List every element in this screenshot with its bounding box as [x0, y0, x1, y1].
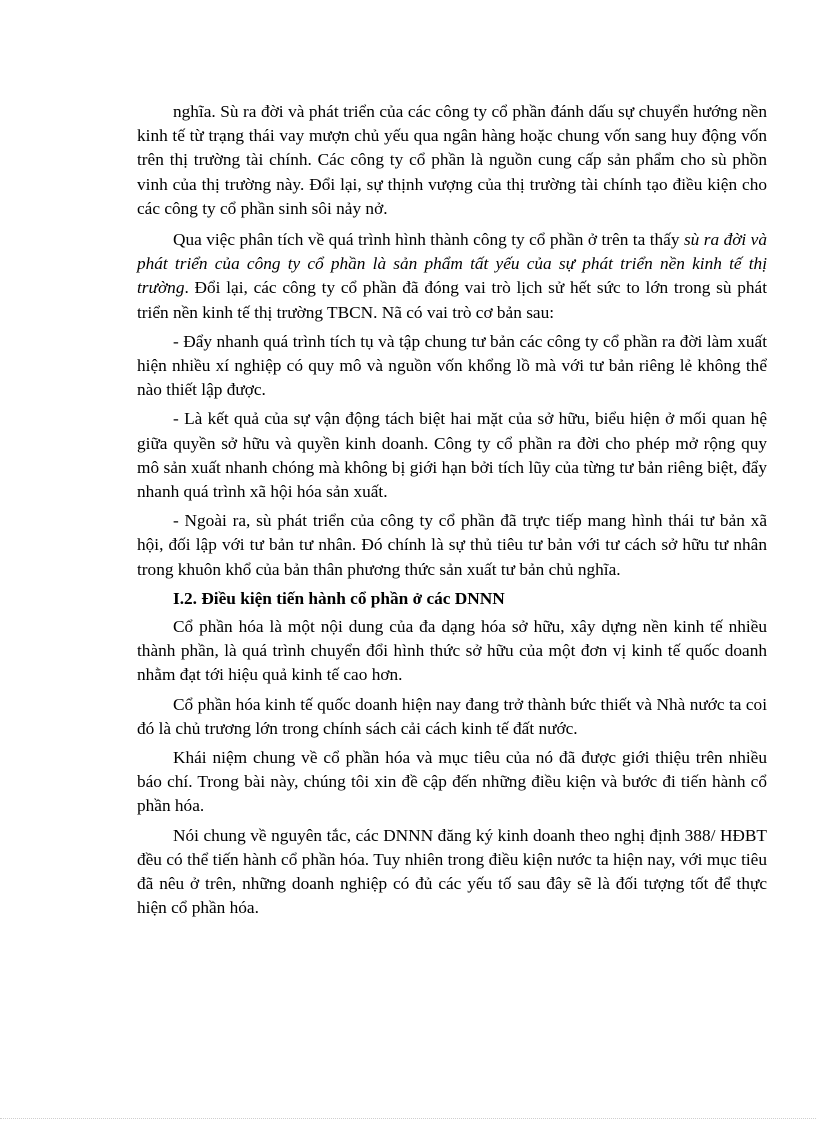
- paragraph-4: Cổ phần hóa kinh tế quốc doanh hiện nay đang trở thành bức thiết và Nhà nước ta coi đó là chủ trương lớn trong chính sách cải cách kinh tế đất nước.: [137, 694, 767, 738]
- bullet-item-2: - Là kết quả của sự vận động tách biệt hai mặt của sở hữu, biểu hiện ở mối quan hệ giữa quyền sở hữu và quyền kinh doanh. Công ty cổ phần ra đời cho phép mở rộng quy mô sản xuất nhanh chóng mà không bị giới hạn bởi tích lũy của từng tư bản riêng biệt, đẩy nhanh quá trình xã hội hóa sản xuất.: [137, 409, 767, 502]
- paragraph-2-rest: . Đổi lại, các công ty cổ phần đã đóng vai trò lịch sử hết sức to lớn trong sù phát triển nền kinh tế thị trường TBCN. Nã có vai trò cơ bản sau:: [137, 278, 767, 322]
- bullet-item-3: - Ngoài ra, sù phát triển của công ty cổ phần đã trực tiếp mang hình thái tư bản xã hội, đối lập với tư bản tư nhân. Đó chính là sự thủ tiêu tư bản với tư cách sở hữu tư nhân trong khuôn khổ của bản thân phương thức sản xuất tư bản chủ nghĩa.: [137, 511, 767, 579]
- paragraph-2-intro: Qua việc phân tích về quá trình hình thành công ty cổ phần ở trên ta thấy: [173, 230, 684, 250]
- paragraph-1: nghĩa. Sù ra đời và phát triển của các công ty cổ phần đánh dấu sự chuyển hướng nền kinh tế từ trạng thái vay mượn chủ yếu qua ngân hàng hoặc chung vốn sang huy động vốn trên thị trường tài chính. Các công ty cổ phần là nguồn cung cấp sản phẩm cho sù phồn vinh của thị trường này. Đổi lại, sự thịnh vượng của thị trường tài chính tạo điều kiện cho các công ty cổ phần sinh sôi nảy nở.: [137, 102, 767, 218]
- bullet-item-1: - Đẩy nhanh quá trình tích tụ và tập chung tư bản các công ty cổ phần ra đời làm xuất hiện nhiều xí nghiệp có quy mô và nguồn vốn khổng lồ mà với tư bản riêng lẻ không thể nào thiết lập được.: [137, 331, 767, 400]
- document-body: [137, 100, 767, 926]
- paragraph-6: Nói chung về nguyên tắc, các DNNN đăng ký kinh doanh theo nghị định 388/ HĐBT đều có thể tiến hành cổ phần hóa. Tuy nhiên trong điều kiện nước ta hiện nay, với mục tiêu đã nêu ở trên, những doanh nghiệp có đủ các yếu tố sau đây sẽ là đối tượng tốt để thực hiện cổ phần hóa.: [137, 825, 767, 918]
- paragraph-2-italic: sù ra đời và phát triển của công ty cổ phần là sản phẩm tất yếu của sự phát triển nền kinh tế thị trường: [137, 230, 767, 298]
- paragraph-5: Khái niệm chung về cổ phần hóa và mục tiêu của nó đã được giới thiệu trên nhiều báo chí. Trong bài này, chúng tôi xin đề cập đến những điều kiện và bước đi tiến hành cổ phần hóa.: [137, 748, 767, 816]
- paragraph-3: Cổ phần hóa là một nội dung của đa dạng hóa sở hữu, xây dựng nền kinh tế nhiều thành phần, là quá trình chuyển đổi hình thức sở hữu của một đơn vị kinh tế quốc doanh nhằm đạt tới hiệu quả kinh tế cao hơn.: [137, 617, 767, 685]
- page-bottom-divider: [0, 1118, 816, 1119]
- section-heading: I.2. Điều kiện tiến hành cổ phần ở các DNNN: [173, 588, 505, 608]
- paragraph-2: [137, 228, 767, 325]
